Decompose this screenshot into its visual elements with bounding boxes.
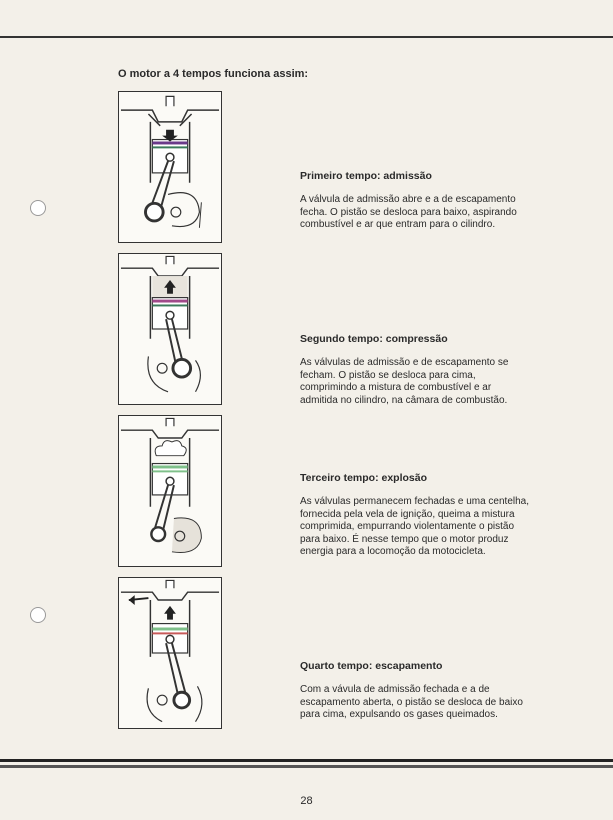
page-number: 28 xyxy=(300,795,313,807)
diagram-intake xyxy=(118,91,222,243)
bottom-rule xyxy=(0,759,613,762)
stroke-text: A válvula de admissão abre e a de escapamento fecha. O pistão se desloca para baixo, aspirando combustível e ar que entram para o cilindro. xyxy=(300,194,517,230)
stroke-text: As válvulas permanecem fechadas e uma centelha, fornecida pela vela de ignição, queima a mistura comprimida, empurrando violentamente o pistão para baixo. É nesse tempo que o motor produz energia para a locomoção da motocicleta. xyxy=(300,496,530,557)
intro-heading: O motor a 4 tempos funciona assim: xyxy=(118,68,309,80)
top-rule xyxy=(0,36,613,38)
stroke-block-explosion xyxy=(300,472,530,559)
stroke-block-intake xyxy=(300,170,530,232)
stroke-block-compression xyxy=(300,333,530,407)
bottom-rule xyxy=(0,765,613,768)
binder-hole-top xyxy=(30,200,46,216)
stroke-text: Com a vávula de admissão fechada e a de escapamento aberta, o pistão se desloca de baixo para cima, expulsando os gases queimados. xyxy=(300,684,523,720)
diagram-exhaust xyxy=(118,577,222,729)
diagram-explosion xyxy=(118,415,222,567)
stroke-title: Quarto tempo: escapamento xyxy=(300,660,443,672)
stroke-text: As válvulas de admissão e de escapamento se fecham. O pistão se desloca para cima, comprimindo a mistura de combustível e ar admitida no cilindro, na câmara de combustão. xyxy=(300,357,509,406)
binder-hole-bottom xyxy=(30,607,46,623)
stroke-title: Segundo tempo: compressão xyxy=(300,333,448,345)
diagram-compression xyxy=(118,253,222,405)
stroke-block-exhaust xyxy=(300,660,530,722)
stroke-title: Primeiro tempo: admissão xyxy=(300,170,432,182)
stroke-title: Terceiro tempo: explosão xyxy=(300,472,428,484)
